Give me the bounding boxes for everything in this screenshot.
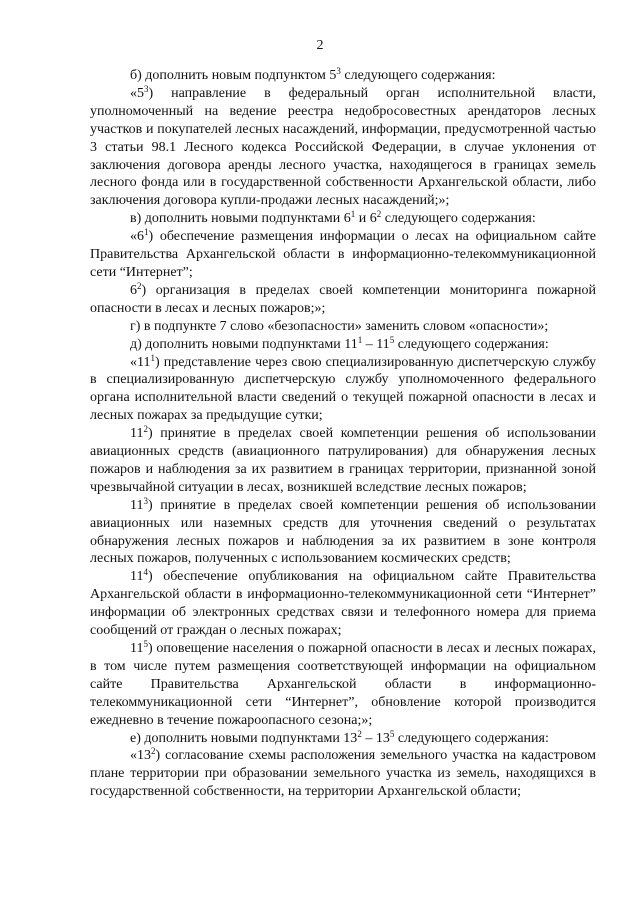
- paragraph-text: 11: [130, 569, 144, 585]
- paragraph-text: 6: [130, 282, 137, 298]
- paragraph-text: – 13: [361, 730, 390, 746]
- paragraph-text: ) принятие в пределах своей компетенции решения об использовании авиационных или наземных средств для уточнения сведений о результатах обнаружения лесных пожаров и наблюдения за их развитием в зоне контроля лесных пожаров, полученных с использованием космических средств;: [90, 497, 596, 567]
- superscript: 3: [143, 495, 148, 506]
- paragraph: [90, 747, 596, 801]
- superscript: 1: [350, 209, 356, 220]
- paragraph-text: ) оповещение населения о пожарной опасности в лесах и лесных пожарах, в том числе путем размещения соответствующей информации на официальном сайте Правительства Архангельской области в информационно-телекоммуникационной сети “Интернет”, обновление которой производится ежедневно в течение пожароопасного сезона;»;: [90, 641, 596, 728]
- paragraph-text: ) согласование схемы расположения земельного участка на кадастровом плане территории при образовании земельного участка из земель, находящихся в государственной собственности, на территории Архангельской области;: [90, 748, 596, 800]
- paragraph-text: «11: [130, 354, 151, 370]
- paragraph-text: в) дополнить новыми подпунктами 6: [130, 211, 351, 227]
- paragraph: [90, 354, 596, 426]
- paragraph: [90, 336, 596, 354]
- paragraph-text: ) обеспечение опубликования на официальном сайте Правительства Архангельской области в информационно-телекоммуникационной сети “Интернет” информации об электронных средствах связи и телефонного номера для приема сообщений от граждан о лесных пожарах;: [90, 569, 596, 639]
- paragraph-text: – 11: [362, 336, 390, 352]
- superscript: 4: [143, 567, 148, 578]
- paragraph-text: следующего содержания:: [340, 68, 496, 83]
- superscript: 5: [143, 639, 148, 649]
- paragraph: [90, 730, 596, 748]
- paragraph-text: ) организация в пределах своей компетенции мониторинга пожарной опасности в лесах и лесных пожаров;»;: [90, 282, 596, 316]
- paragraph-text: ) направление в федеральный орган исполнительной власти, уполномоченный на ведение реестра недобросовестных арендаторов лесных участков и покупателей лесных насаждений, информации, предусмотренной частью 3 статьи 98.1 Лесного кодекса Российской Федерации, в случае уклонения от заключения договора аренды лесного участка, находящегося в границах земель лесного фонда или в государственной собственности Архангельской области, либо заключения договора купли-продажи лесных насаждений;»;: [90, 85, 596, 209]
- paragraph-text: «13: [130, 748, 151, 764]
- page-number: 2: [316, 38, 324, 53]
- paragraph-text: 11: [130, 641, 144, 656]
- superscript: 2: [143, 424, 148, 435]
- superscript: 3: [336, 66, 341, 76]
- paragraph: [90, 318, 596, 336]
- paragraph-text: ) обеспечение размещения информации о лесах на официальном сайте Правительства Архангельской области в информационно-телекоммуникационной сети “Интернет”;: [90, 229, 596, 280]
- paragraph: [90, 210, 596, 228]
- superscript: 2: [357, 728, 362, 739]
- paragraph-text: «5: [130, 85, 144, 101]
- paragraph-text: ) представление через свою специализированную диспетчерскую службу в специализированную диспетчерскую службу уполномоченного федерального органа исполнительной власти сведений о текущей пожарной опасности в лесах и лесных пожарах за предыдущие сутки;: [90, 354, 596, 424]
- superscript: 1: [150, 352, 155, 363]
- paragraph: [90, 228, 596, 282]
- paragraph: [90, 282, 596, 318]
- superscript: 3: [144, 83, 149, 94]
- paragraph: [90, 425, 596, 497]
- paragraph: [90, 640, 596, 730]
- paragraph-text: следующего содержания:: [394, 336, 549, 352]
- superscript: 2: [151, 746, 156, 757]
- superscript: 1: [144, 227, 149, 238]
- paragraph: [90, 85, 596, 210]
- paragraph: [90, 568, 596, 640]
- superscript: 2: [137, 280, 142, 291]
- paragraph-text: б) дополнить новым подпунктом 5: [130, 68, 337, 83]
- paragraph-text: ) принятие в пределах своей компетенции решения об использовании авиационных средств (авиационного патрулирования) для обнаружения лесных пожаров и наблюдения за их развитием в границах территории, признанной зоной чрезвычайной ситуации в лесах, возникшей вследствие лесных пожаров;: [90, 426, 596, 495]
- paragraph-text: следующего содержания:: [381, 211, 536, 227]
- paragraph: [90, 497, 596, 569]
- paragraph-text: 11: [130, 426, 144, 442]
- paragraph-text: 11: [130, 497, 144, 513]
- paragraph-text: е) дополнить новыми подпунктами 13: [130, 730, 358, 746]
- paragraph-text: «6: [130, 229, 144, 245]
- paragraph: [90, 67, 596, 85]
- paragraph-text: и 6: [355, 211, 377, 227]
- superscript: 2: [376, 209, 382, 220]
- superscript: 5: [389, 334, 395, 345]
- paragraph-text: следующего содержания:: [394, 730, 549, 746]
- document-body: [90, 67, 596, 801]
- superscript: 1: [357, 334, 363, 345]
- superscript: 5: [389, 728, 395, 739]
- paragraph-text: д) дополнить новыми подпунктами 11: [130, 336, 358, 352]
- paragraph-text: г) в подпункте 7 слово «безопасности» заменить словом «опасности»;: [130, 318, 549, 334]
